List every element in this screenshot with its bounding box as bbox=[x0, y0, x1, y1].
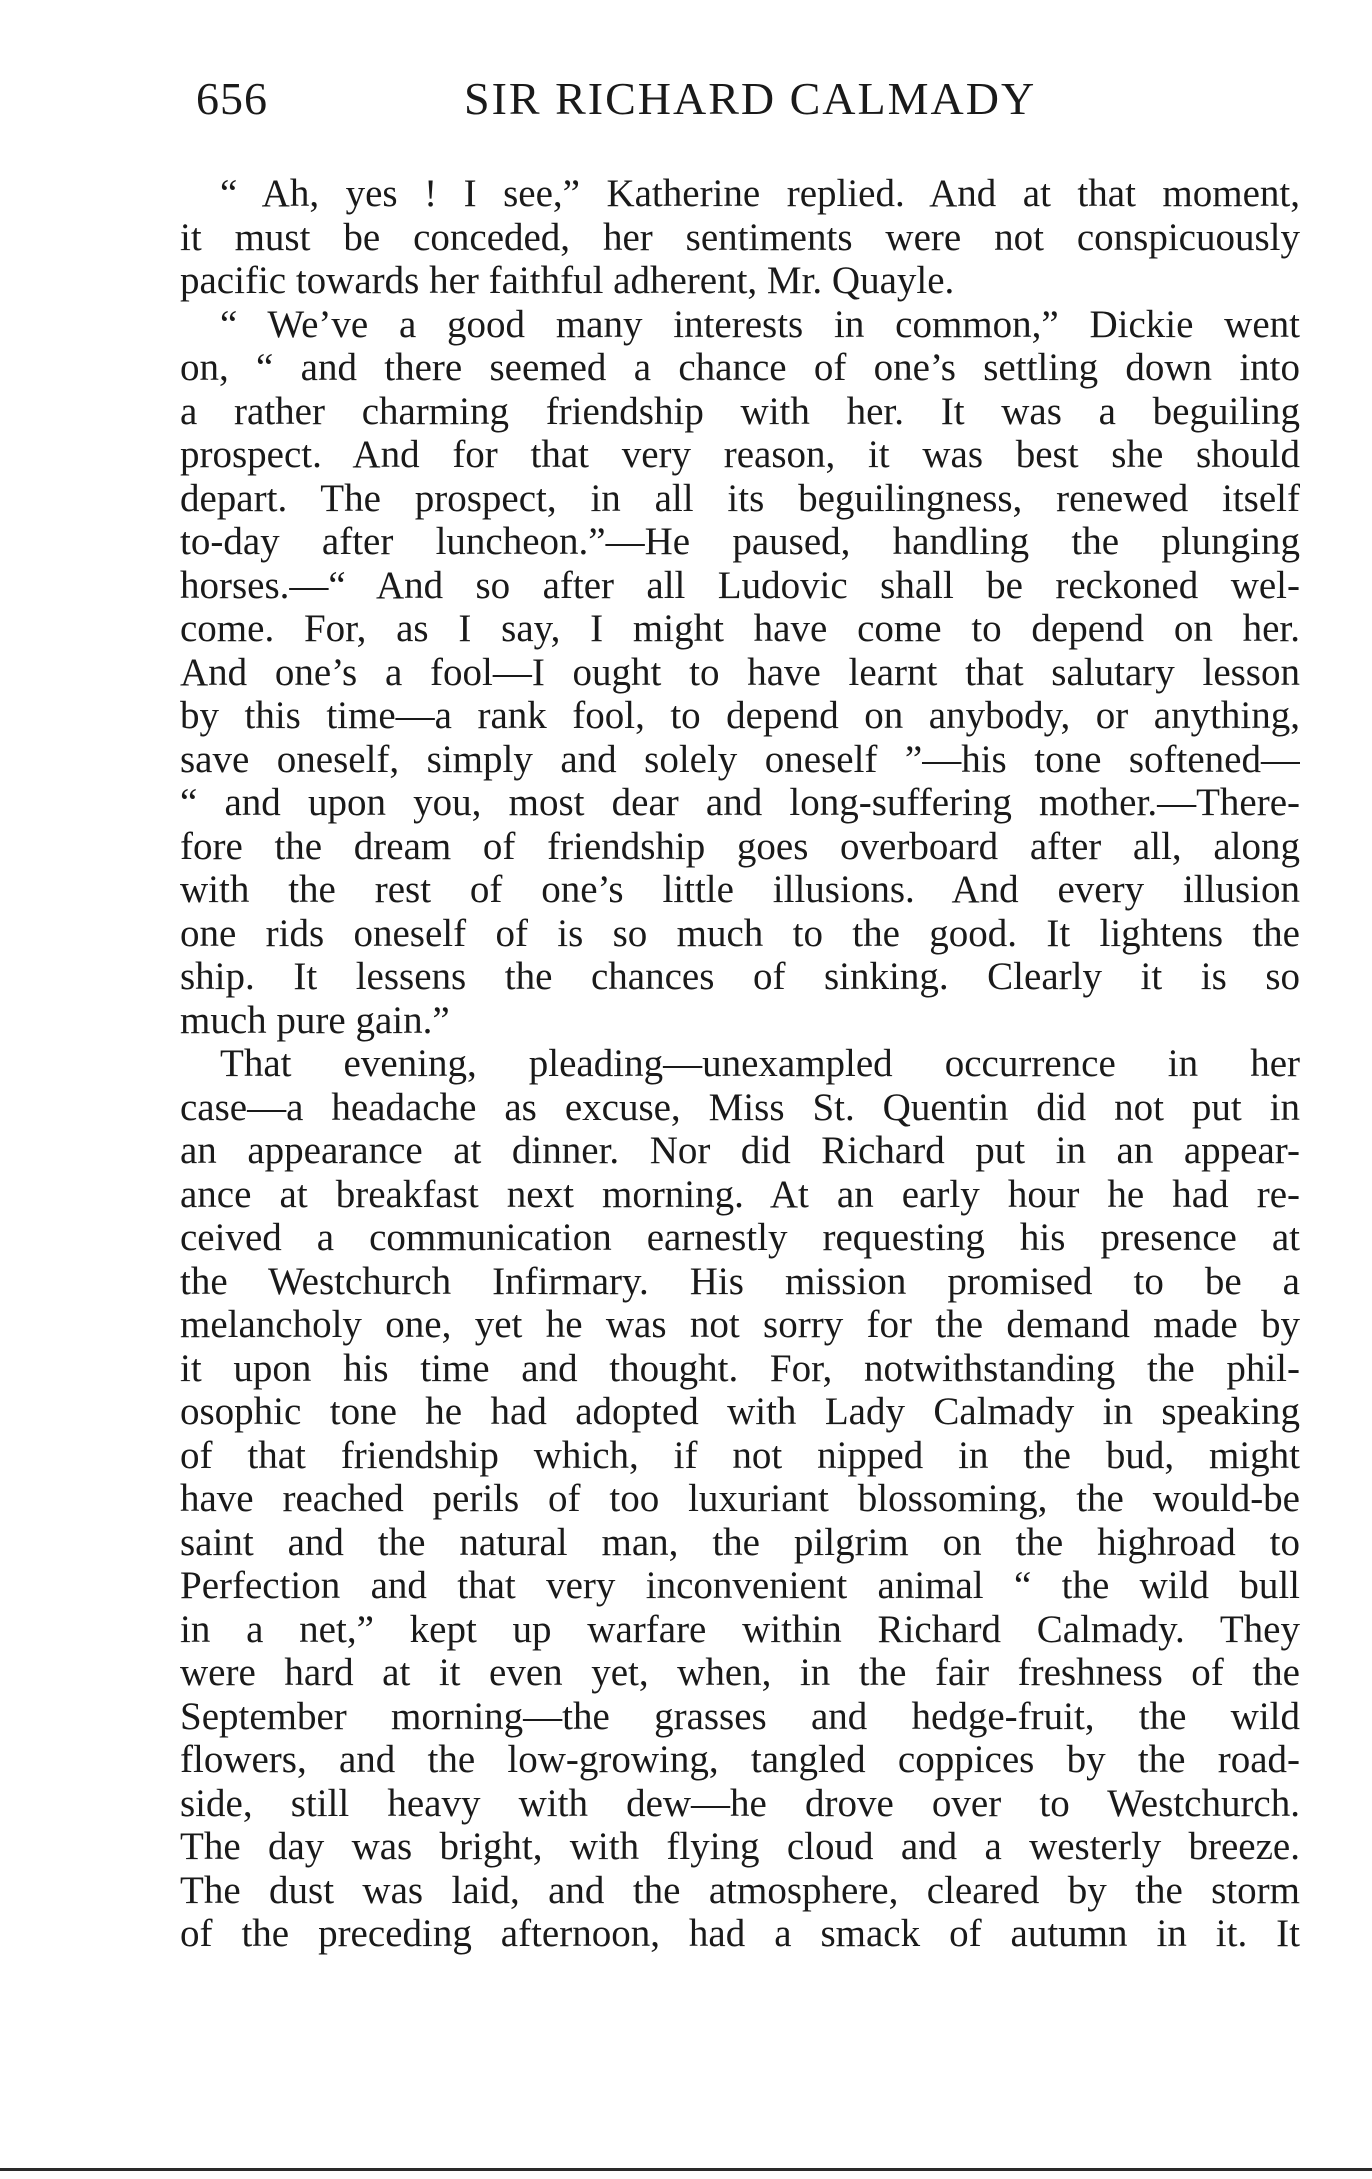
page-number: 656 bbox=[196, 73, 268, 124]
text-line: ceived a communication earnestly requesting his presence at bbox=[180, 1216, 1300, 1259]
text-line: of that friendship which, if not nipped in the bud, might bbox=[180, 1433, 1300, 1477]
text-line: “ and upon you, most dear and long-suffering mother.—There- bbox=[180, 781, 1300, 824]
text-line: save oneself, simply and solely oneself ”—his tone softened— bbox=[180, 737, 1300, 781]
text-line: on, “ and there seemed a chance of one’s settling down into bbox=[180, 346, 1300, 389]
text-line: have reached perils of too luxuriant blossoming, the would-be bbox=[180, 1477, 1300, 1520]
text-line: in a net,” kept up warfare within Richard Calmady. They bbox=[180, 1607, 1300, 1651]
text-line: by this time—a rank fool, to depend on anybody, or anything, bbox=[180, 694, 1300, 737]
text-line: ship. It lessens the chances of sinking. Clearly it is so bbox=[180, 955, 1300, 998]
text-line: fore the dream of friendship goes overboard after all, along bbox=[180, 824, 1300, 868]
text-line: horses.—“ And so after all Ludovic shall be reckoned wel- bbox=[180, 563, 1300, 607]
page-bottom-edge bbox=[0, 2168, 1372, 2171]
text-line: The day was bright, with flying cloud and a westerly breeze. bbox=[180, 1825, 1300, 1868]
text-line: come. For, as I say, I might have come to depend on her. bbox=[180, 607, 1300, 650]
text-line: Perfection and that very inconvenient animal “ the wild bull bbox=[180, 1564, 1300, 1607]
text-line: ance at breakfast next morning. At an early hour he had re- bbox=[180, 1172, 1300, 1216]
text-line: The dust was laid, and the atmosphere, cleared by the storm bbox=[180, 1868, 1300, 1912]
text-line: to-day after luncheon.”—He paused, handling the plunging bbox=[180, 520, 1300, 563]
text-line: of the preceding afternoon, had a smack of autumn in it. It bbox=[180, 1912, 1300, 1955]
body-text bbox=[180, 172, 1300, 1956]
running-title: SIR RICHARD CALMADY bbox=[464, 73, 1037, 124]
text-line: pacific towards her faithful adherent, Mr. Quayle. bbox=[180, 259, 955, 302]
text-line: much pure gain.” bbox=[180, 998, 450, 1042]
text-line: it must be conceded, her sentiments were not conspicuously bbox=[180, 215, 1300, 259]
page-header bbox=[196, 72, 1311, 142]
text-line: prospect. And for that very reason, it was best she should bbox=[180, 433, 1300, 476]
text-line: case—a headache as excuse, Miss St. Quentin did not put in bbox=[180, 1085, 1300, 1129]
text-line: September morning—the grasses and hedge-fruit, the wild bbox=[180, 1694, 1300, 1738]
text-line: side, still heavy with dew—he drove over to Westchurch. bbox=[180, 1781, 1300, 1825]
text-line: with the rest of one’s little illusions. And every illusion bbox=[180, 868, 1300, 911]
text-line: melancholy one, yet he was not sorry for the demand made by bbox=[180, 1303, 1300, 1346]
text-line: “ Ah, yes ! I see,” Katherine replied. And at that moment, bbox=[220, 172, 1300, 215]
text-line: it upon his time and thought. For, notwithstanding the phil- bbox=[180, 1346, 1300, 1390]
text-line: saint and the natural man, the pilgrim on the highroad to bbox=[180, 1520, 1300, 1564]
text-line: depart. The prospect, in all its beguilingness, renewed itself bbox=[180, 476, 1300, 520]
text-line: And one’s a fool—I ought to have learnt that salutary lesson bbox=[180, 650, 1300, 694]
text-line: “ We’ve a good many interests in common,” Dickie went bbox=[220, 302, 1300, 346]
text-line: the Westchurch Infirmary. His mission promised to be a bbox=[180, 1259, 1300, 1303]
text-line: osophic tone he had adopted with Lady Calmady in speaking bbox=[180, 1390, 1300, 1433]
text-line: an appearance at dinner. Nor did Richard put in an appear- bbox=[180, 1129, 1300, 1172]
text-line: a rather charming friendship with her. It was a beguiling bbox=[180, 389, 1300, 433]
text-line: were hard at it even yet, when, in the fair freshness of the bbox=[180, 1651, 1300, 1694]
text-line: That evening, pleading—unexampled occurrence in her bbox=[220, 1042, 1300, 1085]
text-line: one rids oneself of is so much to the good. It lightens the bbox=[180, 911, 1300, 955]
text-line: flowers, and the low-growing, tangled coppices by the road- bbox=[180, 1738, 1300, 1781]
